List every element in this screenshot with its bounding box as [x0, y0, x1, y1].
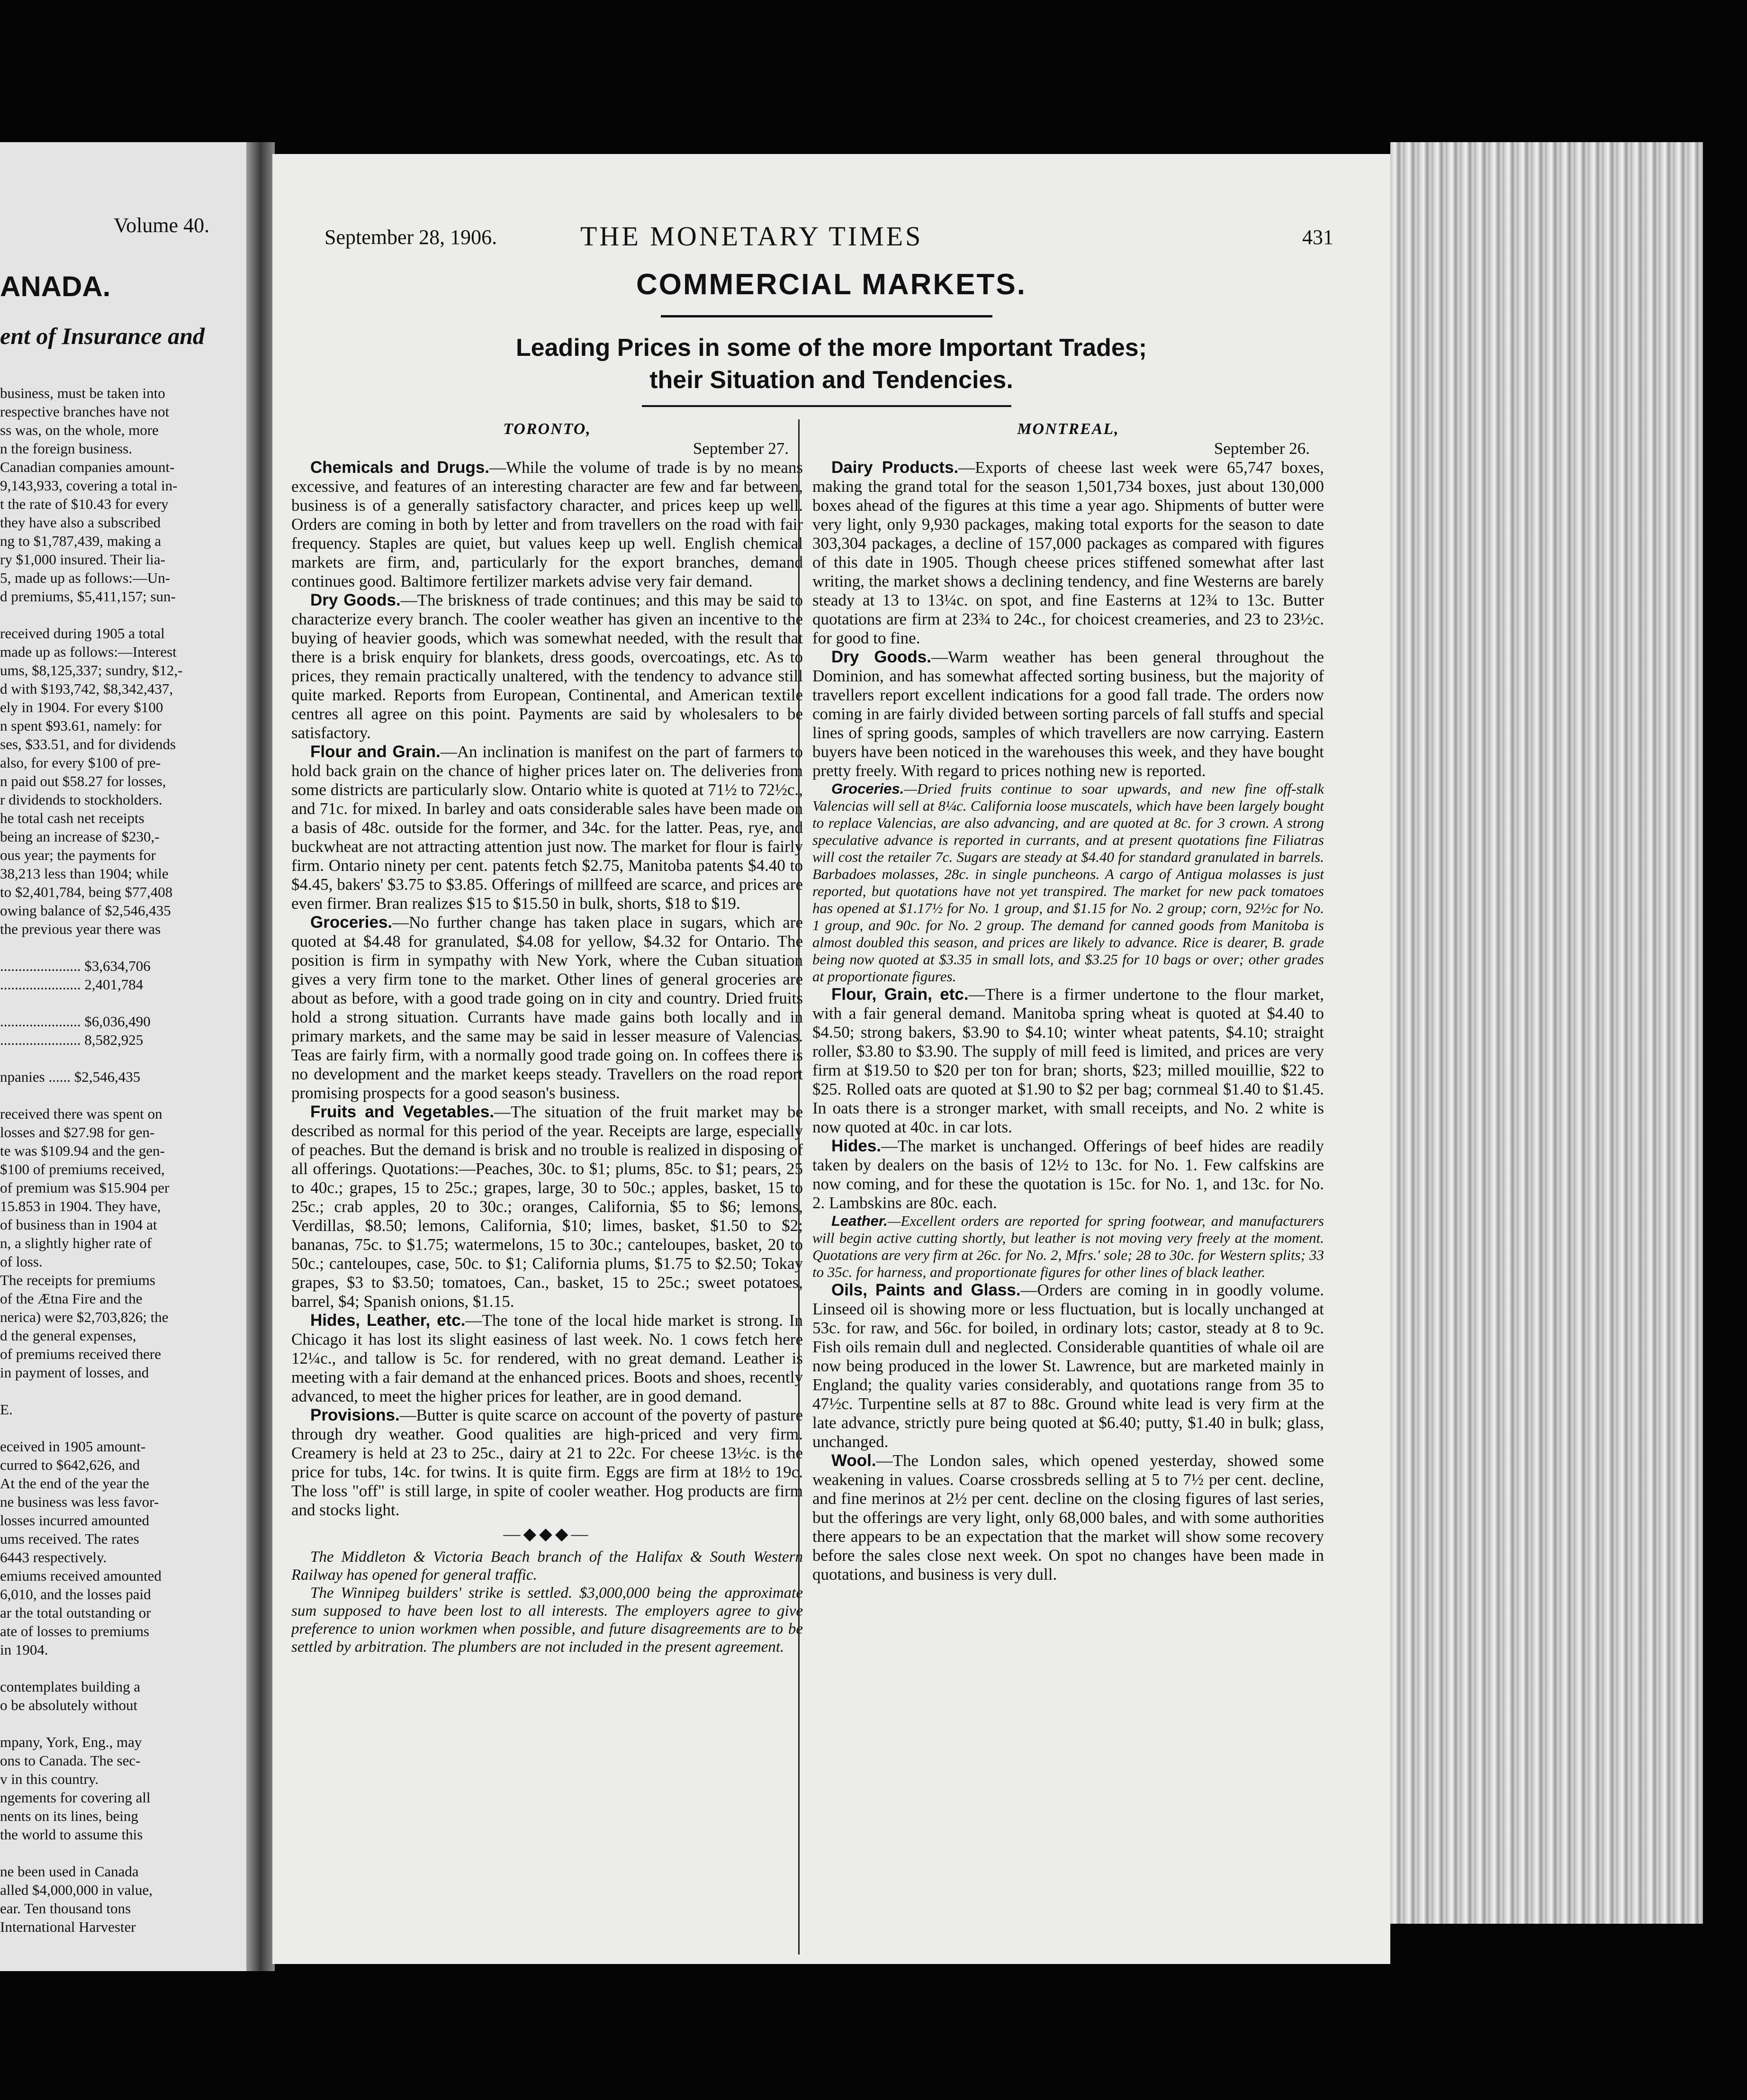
previous-text-line: nerica) were $2,703,826; the	[0, 1309, 169, 1325]
toronto-column	[291, 419, 803, 1955]
montreal-leather	[812, 1213, 1324, 1281]
montreal-wool	[812, 1451, 1324, 1584]
previous-text-line: mpany, York, Eng., may	[0, 1734, 142, 1750]
toronto-dry-goods	[291, 591, 803, 742]
toronto-hides	[291, 1311, 803, 1406]
provisions-text: —Butter is quite scarce on account of the poverty of pasture through dry weather. Good qualities are high-priced and very firm. Creamery is held at 23 to 25c., dairy at 21 to 22c. For cheese 13½c. is the price for tubs, 14c. for twins. It is quite firm. Eggs are firm at 18½ to 19c. The loss "off" is still large, in spite of cooler weather. Hog products are firm and stocks light.	[291, 1406, 803, 1519]
previous-text-line: of the Ætna Fire and the	[0, 1290, 143, 1307]
previous-text-line: t the rate of $10.43 for every	[0, 496, 169, 512]
previous-text-line: ums received. The rates	[0, 1530, 139, 1547]
previous-text-line: ate of losses to premiums	[0, 1623, 150, 1639]
hides-text: —The tone of the local hide market is strong. In Chicago it has lost its slight easiness of last week. No. 1 cows fetch here 12¼c., and tallow is 5c. for rendered, with no great demand. Leather is meeting with a fair demand at the enhanced prices. Boots and shoes, recently advanced, to meet the higher prices for leather, are in good demand.	[291, 1311, 803, 1405]
mtl-dry-goods-text: —Warm weather has been general throughout the Dominion, and has somewhat affected sorting business, but the majority of travellers report excellent indications for a good fall trade. The orders now coming in are fairly divided between sorting parcels of fall stuffs and special lines of spring goods, samples of which travellers are now carrying. Eastern buyers have been noticed in the warehouses this week, and they have bought pretty freely. With regard to prices nothing new is reported.	[812, 648, 1324, 780]
previous-text-line	[0, 1382, 246, 1400]
previous-text-line: of premium was $15.904 per	[0, 1179, 170, 1196]
page-edges	[1390, 142, 1703, 1924]
book-gutter	[246, 142, 275, 1971]
montreal-groceries	[812, 780, 1324, 985]
previous-text-line: nents on its lines, being	[0, 1808, 138, 1824]
previous-text-line: of premiums received there	[0, 1346, 161, 1362]
previous-text-line: received there was spent on	[0, 1105, 162, 1122]
toronto-provisions	[291, 1406, 803, 1520]
previous-text-line: received during 1905 a total	[0, 625, 165, 642]
previous-text-line: te was $109.94 and the gen-	[0, 1142, 165, 1159]
montreal-heading: MONTREAL,	[1017, 420, 1119, 438]
flour-grain-heading: Flour and Grain.	[310, 742, 441, 761]
previous-text-line: respective branches have not	[0, 403, 170, 420]
previous-text-line: n spent $93.61, namely: for	[0, 717, 162, 734]
montreal-flour	[812, 985, 1324, 1137]
previous-text-line: he total cash net receipts	[0, 810, 144, 826]
running-header	[272, 220, 1390, 253]
previous-text-line: n the foreign business.	[0, 440, 132, 457]
montreal-column	[812, 419, 1324, 1955]
previous-text-line: eceived in 1905 amount-	[0, 1438, 146, 1455]
previous-text-line	[0, 1049, 246, 1068]
previous-text-line: Canadian companies amount-	[0, 459, 175, 475]
previous-text-line: ous year; the payments for	[0, 847, 156, 863]
montreal-dairy	[812, 458, 1324, 648]
previous-text-line: ely in 1904. For every $100	[0, 699, 163, 715]
subtitle-line-1: Leading Prices in some of the more Important Trades;	[515, 334, 1147, 362]
montreal-hides	[812, 1137, 1324, 1213]
toronto-heading: TORONTO,	[503, 420, 591, 438]
previous-text-line: r dividends to stockholders.	[0, 791, 162, 808]
previous-text-line: 6443 respectively.	[0, 1549, 107, 1566]
previous-text-line	[0, 1659, 246, 1677]
previous-text-line: ...................... 2,401,784	[0, 976, 144, 993]
previous-text-line: of loss.	[0, 1253, 43, 1270]
page-number: 431	[1302, 226, 1333, 249]
previous-text-line: d the general expenses,	[0, 1327, 136, 1344]
previous-text-line: in payment of losses, and	[0, 1364, 149, 1381]
mtl-hides-heading: Hides.	[831, 1137, 882, 1155]
previous-text-line	[0, 938, 246, 957]
previous-text-line: ss was, on the whole, more	[0, 422, 159, 438]
previous-heading: ANADA.	[0, 271, 111, 302]
previous-text-line: ng to $1,787,439, making a	[0, 533, 162, 549]
ornament-divider: —◆◆◆—	[503, 1524, 591, 1543]
title-rule	[661, 315, 992, 317]
previous-text-line: 38,213 less than 1904; while	[0, 865, 169, 882]
mtl-groceries-text: —Dried fruits continue to soar upwards, and new fine off-stalk Valencias will sell at 8¼c. California loose muscatels, which have been largely bought to replace Valencias, are also advancing, and are quoted at 8c. for 3 crown. A strong speculative advance is reported in currants, and at present quotations fine Filiatras will cost the retailer 7c. Sugars are steady at $4.40 for standard granulated in barrels. Barbadoes molasses, 28c. in single puncheons. A cargo of Antigua molasses is just reported, but quotations have not yet transpired. The market for new pack tomatoes has opened at $1.17½ for No. 1 group, and $1.15 for No. 2 group; corn, 92½c for No. 1 group, and 90c. for No. 2 group. The demand for canned goods from Manitoba is almost doubled this season, and prices are likely to advance. Rice is dearer, B. grade being now quoted at $3.35 in small lots, and $3.25 for 10 bags or over; other grades at proportionate figures.	[812, 780, 1324, 985]
previous-text-line: alled $4,000,000 in value,	[0, 1882, 153, 1898]
newspaper-page	[272, 154, 1390, 1964]
column-rule	[798, 419, 800, 1955]
previous-text-line: 9,143,933, covering a total in-	[0, 477, 178, 494]
mtl-groceries-heading: Groceries.	[831, 780, 904, 797]
previous-text-line: the previous year there was	[0, 921, 161, 937]
previous-subheading: ent of Insurance and	[0, 323, 205, 349]
section-subtitle	[272, 332, 1390, 396]
previous-text-line: losses incurred amounted	[0, 1512, 150, 1529]
hides-heading: Hides, Leather, etc.	[310, 1311, 466, 1330]
previous-text-line: n paid out $58.27 for losses,	[0, 773, 166, 789]
previous-text-line: contemplates building a	[0, 1678, 141, 1695]
previous-text-line: ne business was less favor-	[0, 1494, 159, 1510]
fruits-heading: Fruits and Vegetables.	[310, 1103, 495, 1121]
toronto-fruits	[291, 1103, 803, 1311]
previous-text-line: ar the total outstanding or	[0, 1604, 151, 1621]
previous-text-block	[0, 384, 246, 1936]
mtl-wool-text: —The London sales, which opened yesterday, showed some weakening in values. Coarse crossbreds selling at 5 to 7½ per cent. decline, and fine merinos at 2½ per cent. decline on the closing figures of last series, but the offerings are very light, only 68,000 bales, and with some authorities there appears to be an expectation that the market will show some recovery before the sales close next week. On spot no changes have been made in quotations, and business is very dull.	[812, 1451, 1324, 1584]
previous-text-line: to $2,401,784, being $77,408	[0, 884, 173, 900]
section-title: COMMERCIAL MARKETS.	[636, 268, 1027, 301]
previous-text-line: losses and $27.98 for gen-	[0, 1124, 155, 1141]
toronto-flour-grain	[291, 742, 803, 913]
previous-text-line: they have also a subscribed	[0, 514, 161, 531]
previous-text-line: d with $193,742, $8,342,437,	[0, 680, 173, 697]
chemicals-heading: Chemicals and Drugs.	[310, 458, 490, 477]
previous-text-line: E.	[0, 1401, 13, 1418]
montreal-date: September 26.	[1214, 439, 1310, 458]
toronto-date: September 27.	[693, 439, 789, 458]
publication-title: THE MONETARY TIMES	[580, 221, 923, 252]
previous-text-line: v in this country.	[0, 1771, 99, 1787]
mtl-oils-heading: Oils, Paints and Glass.	[831, 1281, 1021, 1299]
groceries-heading: Groceries.	[310, 913, 393, 932]
groceries-text: —No further change has taken place in sugars, which are quoted at $4.48 for granulated, $4.08 for yellow, $4.32 for Ontario. The position is firm in sympathy with New York, where the Cuban situation gives a very firm tone to the market. Other lines of general groceries are about as before, with a good trade going on in city and country. Dried fruits hold a strong situation. Currants have made gains both locally and in primary markets, and the same may be said in lesser measure of Valencias. Teas are fairly firm, with a normally good trade going on. In coffees there is no development and the market keeps steady. Travellers on the road report promising prospects for a good season's business.	[291, 913, 803, 1102]
previous-text-line: made up as follows:—Interest	[0, 643, 177, 660]
montreal-dry-goods	[812, 648, 1324, 780]
mtl-flour-heading: Flour, Grain, etc.	[831, 985, 969, 1004]
strike-note: The Winnipeg builders' strike is settled. $3,000,000 being the approximate sum supposed to have been lost to all interests. The employers agree to give preference to union workmen when possible, and future disagreements are to be settled by arbitration. The plumbers are not included in the present agreement.	[291, 1584, 803, 1656]
subtitle-line-2: their Situation and Tendencies.	[649, 366, 1013, 394]
dairy-heading: Dairy Products.	[831, 458, 959, 477]
previous-text-line: business, must be taken into	[0, 385, 165, 401]
chemicals-text: —While the volume of trade is by no means excessive, and features of an interesting character are few and far between, business is of a generally satisfactory character, and prices keep up well. Orders are coming in both by letter and from travellers on the road with fair frequency. Staples are quiet, but values keep up well. English chemical markets are firm, and, particularly for the export branches, demand continues good. Baltimore fertilizer markets advise very fair demand.	[291, 458, 803, 590]
previous-text-line: emiums received amounted	[0, 1567, 162, 1584]
previous-text-line: ne been used in Canada	[0, 1863, 139, 1880]
mtl-leather-heading: Leather.	[831, 1213, 888, 1229]
previous-text-line: ses, $33.51, and for dividends	[0, 736, 176, 752]
previous-text-line: o be absolutely without	[0, 1697, 138, 1713]
previous-text-line: ry $1,000 insured. Their lia-	[0, 551, 165, 568]
previous-text-line: ngements for covering all	[0, 1789, 151, 1806]
railway-note: The Middleton & Victoria Beach branch of the Halifax & South Western Railway has opened for general traffic.	[291, 1548, 803, 1584]
previous-text-line: ons to Canada. The sec-	[0, 1752, 141, 1769]
previous-text-line: in 1904.	[0, 1641, 48, 1658]
previous-text-line: d premiums, $5,411,157; sun-	[0, 588, 176, 605]
previous-text-line: ear. Ten thousand tons	[0, 1900, 131, 1917]
dry-goods-heading: Dry Goods.	[310, 591, 401, 609]
previous-text-line: ums, $8,125,337; sundry, $12,-	[0, 662, 183, 679]
previous-text-line: At the end of the year the	[0, 1475, 150, 1492]
fruits-text: —The situation of the fruit market may be described as normal for this period of the year. Receipts are large, especially of peaches. But the demand is brisk and no trouble is realized in disposing of all offerings. Quotations:—Peaches, 30c. to $1; plums, 85c. to $1; pears, 25 to 40c.; grapes, 15 to 25c.; grapes, large, 30 to 50c.; apples, basket, 15 to 25c.; crab apples, 20 to 30c.; oranges, California, $5 to $6; lemons, Verdillas, $8.50; lemons, California, $10; limes, basket, $1.50 to $2; bananas, 75c. to $1.75; watermelons, 15 to 30c.; canteloupes, basket, 20 to 50c.; canteloupes, case, 50c. to $1; California plums, $1.75 to $2.50; Tokay grapes, $3 to $3.50; tomatoes, Can., basket, 15 to 25c.; sweet potatoes, barrel, $4; Spanish onions, $1.15.	[291, 1103, 803, 1311]
previous-text-line: ...................... 8,582,925	[0, 1032, 144, 1048]
previous-text-line	[0, 606, 246, 624]
mtl-oils-text: —Orders are coming in in goodly volume. Linseed oil is showing more or less fluctuation, but is locally unchanged at 53c. for raw, and 56c. for boiled, in ordinary lots; castor, steady at 8 to 9c. Fish oils remain dull and neglected. Considerable quantities of whale oil are now being produced in the lower St. Lawrence, but are marketed mainly in England; the quality varies considerably, and quotations range from 35 to 47½c. Turpentine sells at 87 to 88c. Ground white lead is very firm at the late advance, strictly pure being quoted at $6.40; putty, $1.40 in bulk; glass, unchanged.	[812, 1281, 1324, 1451]
flour-grain-text: —An inclination is manifest on the part of farmers to hold back grain on the chance of higher prices later on. The deliveries from some districts are particularly slow. Ontario white is quoted at 71½ to 72½c., and 71c. for mixed. In barley and oats considerable sales have been made on a basis of 48c. outside for the former, and 34c. for the latter. Peas, rye, and buckwheat are not attracting attention just now. The market for flour is fairly firm. Ontario ninety per cent. patents fetch $2.75, Manitoba patents $4.40 to $4.45, bakers' $3.75 to $3.85. Offerings of millfeed are scarce, and prices are even firmer. Bran realizes $15 to $15.50 in bulk, shorts, $18 to $19.	[291, 742, 803, 913]
mtl-wool-heading: Wool.	[831, 1451, 876, 1470]
mtl-hides-text: —The market is unchanged. Offerings of beef hides are readily taken by dealers on the basis of 12½ to 13c. for No. 1. Few calfskins are now coming, and for these the quotation is 15c. for No. 1, and 13c. for No. 2. Lambskins are 80c. each.	[812, 1137, 1324, 1212]
previous-text-line: owing balance of $2,546,435	[0, 902, 171, 919]
previous-text-line: 5, made up as follows:—Un-	[0, 570, 171, 586]
previous-page	[0, 142, 256, 1971]
issue-date: September 28, 1906.	[324, 226, 497, 249]
previous-text-line	[0, 1714, 246, 1733]
previous-text-line	[0, 1419, 246, 1437]
provisions-heading: Provisions.	[310, 1406, 400, 1424]
previous-text-line: The receipts for premiums	[0, 1272, 155, 1288]
previous-text-line: $100 of premiums received,	[0, 1161, 165, 1177]
previous-text-line: also, for every $100 of pre-	[0, 754, 161, 771]
mtl-flour-text: —There is a firmer undertone to the flour market, with a fair general demand. Manitoba spring wheat is quoted at $4.40 to $4.50; strong bakers, $3.90 to $4.10; winter wheat patents, $4.10; straight roller, $3.80 to $3.90. The supply of mill feed is limited, and prices are very firm at $19.50 to $20 per ton for bran; shorts, $23; milled mouillie, $22 to $25. Rolled oats are quoted at $1.90 to $2 per bag; cornmeal $1.40 to $1.45. In oats there is a stronger market, with small receipts, and No. 2 white is now quoted at 40c. in car lots.	[812, 985, 1324, 1136]
previous-text-line: npanies ...... $2,546,435	[0, 1068, 141, 1085]
toronto-chemicals	[291, 458, 803, 591]
previous-text-line: of business than in 1904 at	[0, 1216, 157, 1233]
previous-text-line: ...................... $6,036,490	[0, 1013, 151, 1030]
mtl-leather-text: —Excellent orders are reported for spring footwear, and manufacturers will begin active cutting shortly, but leather is not moving very freely at the moment. Quotations are very firm at 26c. for No. 2, Mfrs.' sole; 28 to 30c. for Western splits; 33 to 35c. for harness, and proportionate figures for other lines of black leather.	[812, 1213, 1324, 1280]
previous-text-line: International Harvester	[0, 1919, 136, 1935]
previous-text-line: n, a slightly higher rate of	[0, 1235, 152, 1251]
montreal-oils	[812, 1281, 1324, 1451]
previous-text-line	[0, 994, 246, 1012]
previous-text-line: the world to assume this	[0, 1826, 143, 1843]
previous-text-line	[0, 1086, 246, 1104]
dry-goods-text: —The briskness of trade continues; and this may be said to characterize every branch. The cooler weather has given an incentive to the buying of heavier goods, which was somewhat needed, with the result that there is a brisk enquiry for blankets, dress goods, overcoatings, etc. As to prices, they remain practically unaltered, with the tendency to advance still quite marked. Reports from European, Continental, and American textile centres all agree on this point. Payments are said by wholesalers to be satisfactory.	[291, 591, 803, 742]
previous-text-line	[0, 1844, 246, 1862]
previous-text-line: 6,010, and the losses paid	[0, 1586, 151, 1602]
toronto-groceries	[291, 913, 803, 1103]
dairy-text: —Exports of cheese last week were 65,747 boxes, making the grand total for the season 1,501,734 boxes, just about 130,000 boxes ahead of the figures at this time a year ago. Shipments of butter were very light, only 9,930 packages, making total exports for the season to date 303,304 packages, a decline of 157,000 packages as compared with figures of this date in 1905. Though cheese prices stiffened somewhat after last writing, the market shows a declining tendency, and fine Westerns are barely steady at 13 to 13¼c. on spot, and fine Easterns at 12¾ to 13c. Butter quotations are firm at 23¾ to 24c., for choicest creameries, and 23 to 23½c. for good to fine.	[812, 458, 1324, 647]
previous-text-line: ...................... $3,634,706	[0, 958, 151, 974]
previous-volume: Volume 40.	[114, 214, 210, 237]
previous-text-line: being an increase of $230,-	[0, 828, 160, 845]
subtitle-rule	[642, 405, 1011, 407]
previous-text-line: 15.853 in 1904. They have,	[0, 1198, 161, 1214]
mtl-dry-goods-heading: Dry Goods.	[831, 648, 931, 666]
previous-text-line: curred to $642,626, and	[0, 1457, 140, 1473]
